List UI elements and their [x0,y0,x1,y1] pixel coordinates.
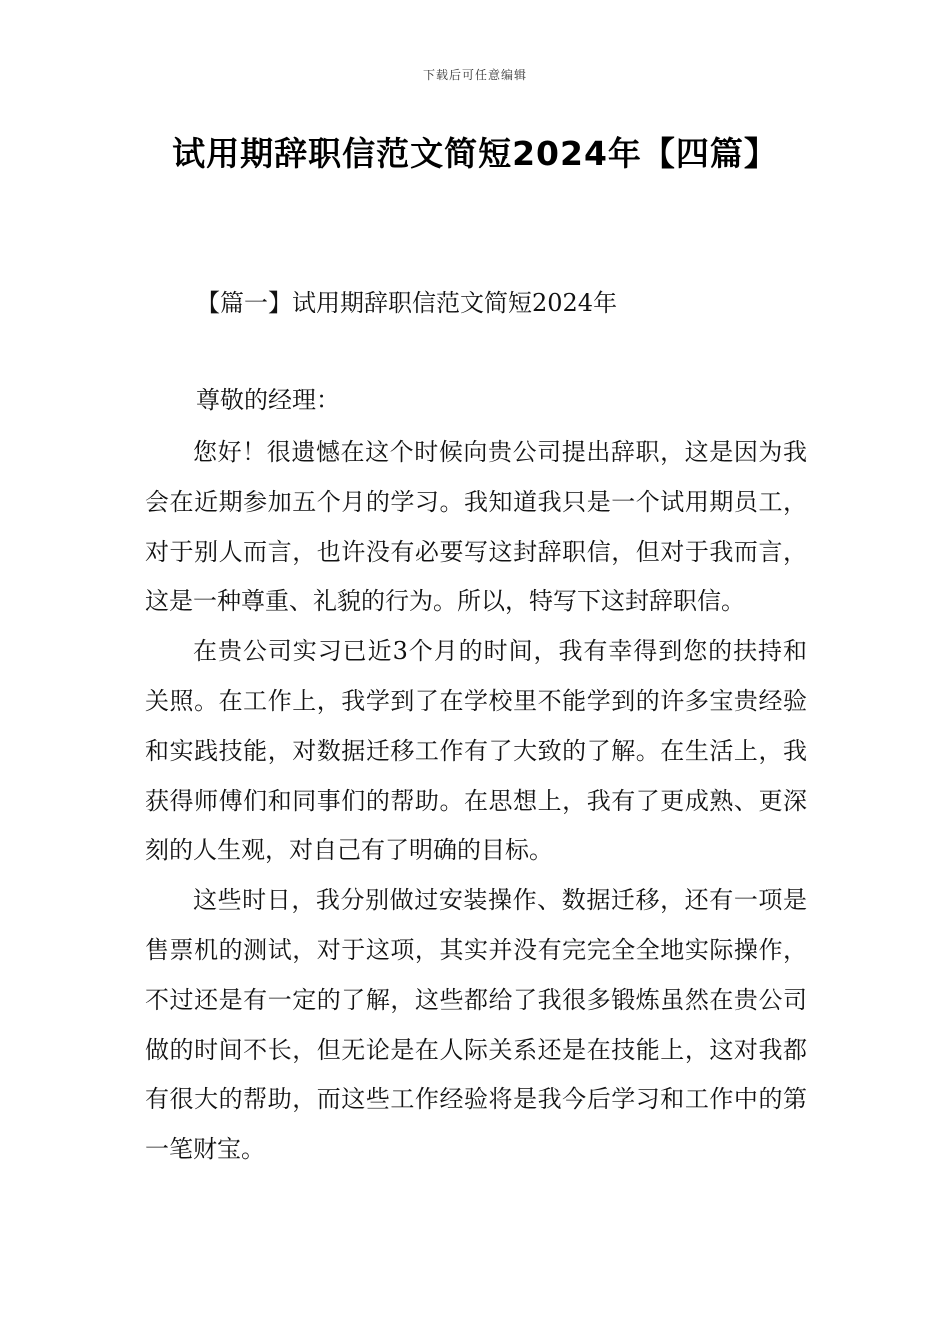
section-heading: 【篇一】试用期辞职信范文简短2024年 [196,289,618,317]
paragraph: 在贵公司实习已近3个月的时间，我有幸得到您的扶持和关照。在工作上，我学到了在学校里不能学到的许多宝贵经验和实践技能，对数据迁移工作有了大致的了解。在生活上，我获得师傅们和同事们的帮助。在思想上，我有了更成熟、更深刻的人生观，对自己有了明确的目标。 [145,637,807,865]
salutation: 尊敬的经理： [196,386,340,414]
letter-body [145,428,807,1175]
paragraph: 您好！很遗憾在这个时候向贵公司提出辞职，这是因为我会在近期参加五个月的学习。我知道我只是一个试用期员工，对于别人而言，也许没有必要写这封辞职信，但对于我而言，这是一种尊重、礼貌的行为。所以，特写下这封辞职信。 [145,438,807,616]
header-note: 下载后可任意编辑 [422,68,527,82]
document-title: 试用期辞职信范文简短2024年【四篇】 [172,134,778,173]
paragraph: 这些时日，我分别做过安装操作、数据迁移，还有一项是售票机的测试，对于这项，其实并没有完完全全地实际操作，不过还是有一定的了解，这些都给了我很多锻炼虽然在贵公司做的时间不长，但无论是在人际关系还是在技能上，这对我都有很大的帮助，而这些工作经验将是我今后学习和工作中的第一笔财宝。 [145,886,807,1164]
